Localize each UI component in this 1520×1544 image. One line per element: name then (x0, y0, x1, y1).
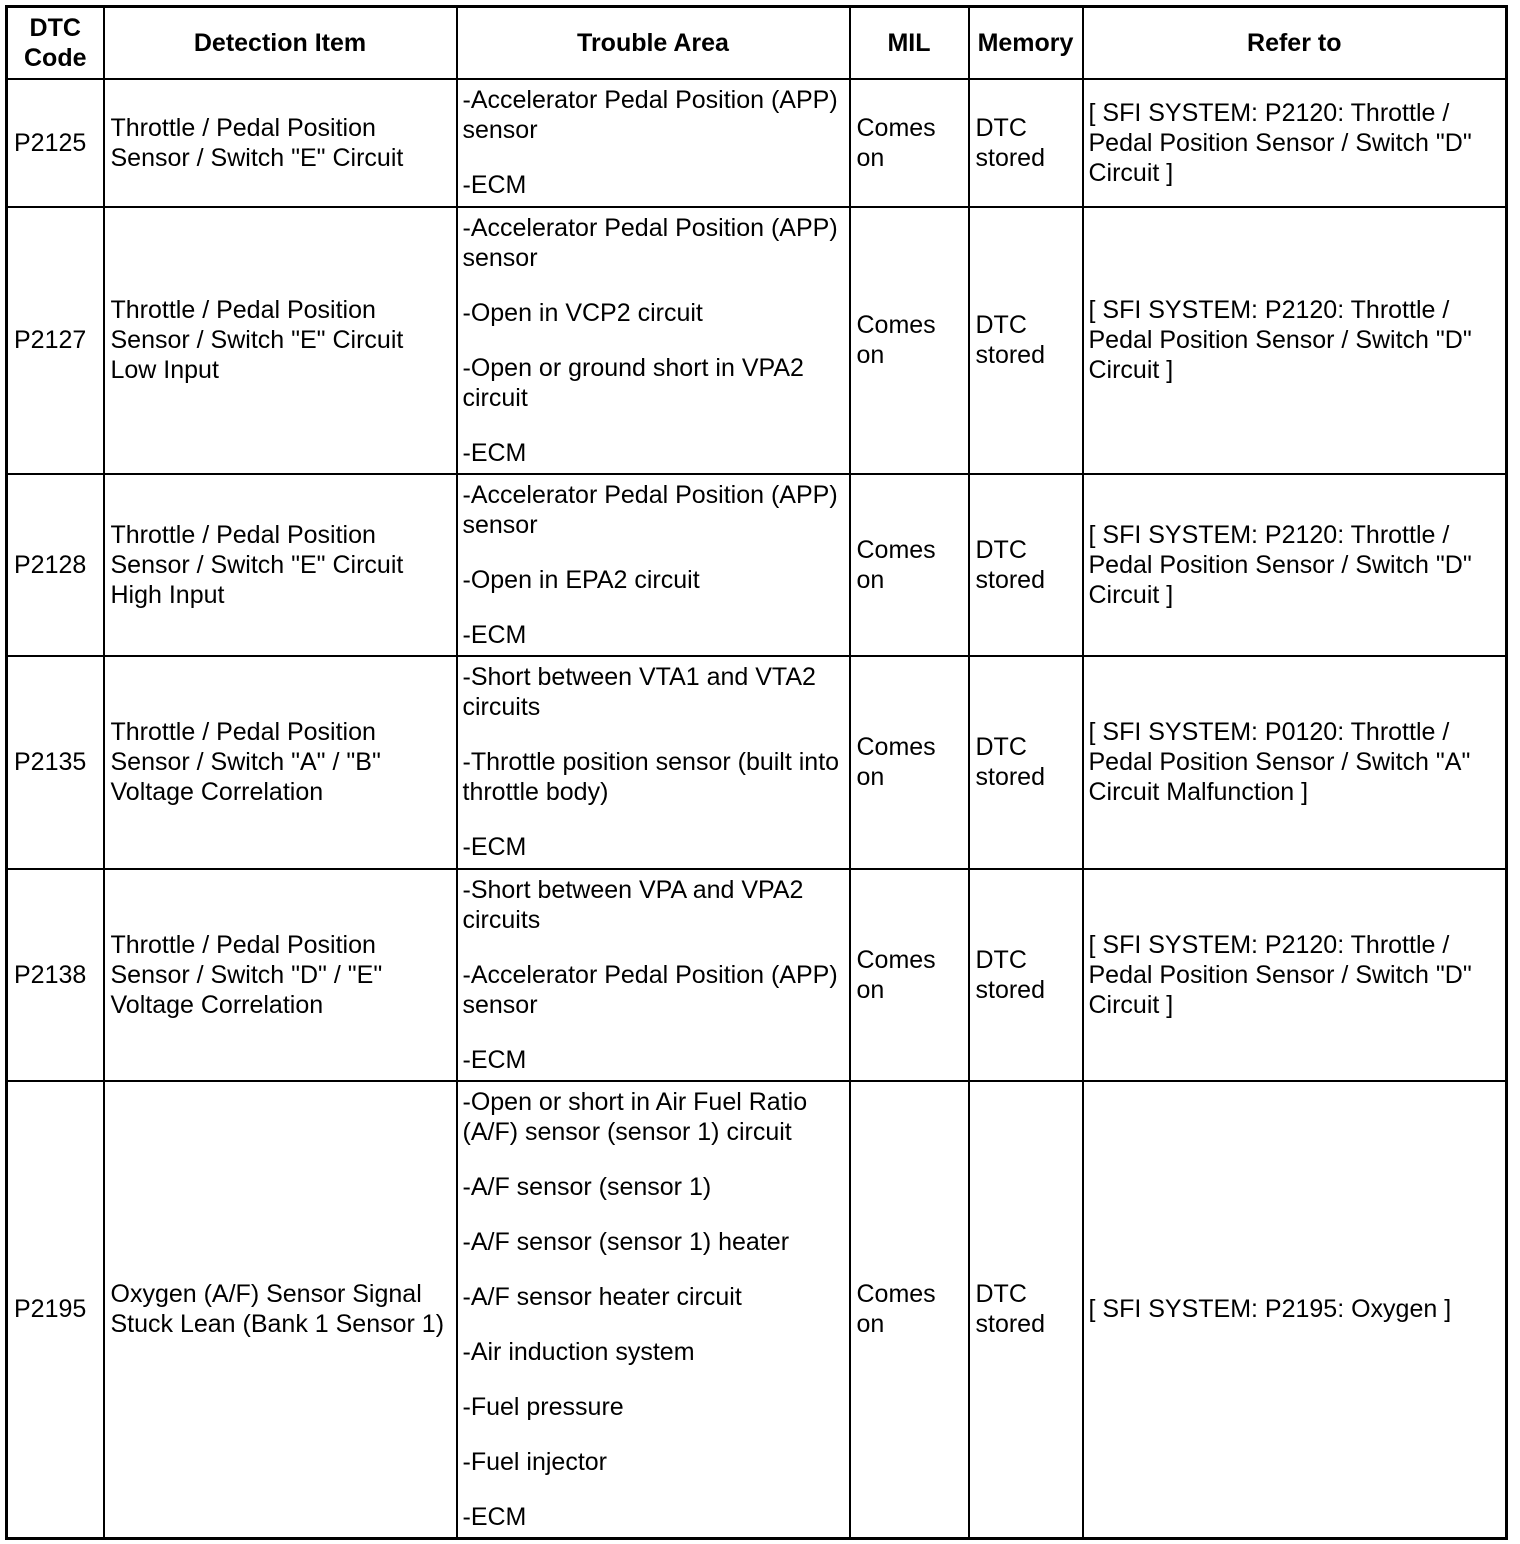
trouble-area-item: -ECM (462, 171, 527, 199)
trouble-area-item: -Open or ground short in VPA2 circuit (462, 353, 804, 412)
mil-status: Comes on (850, 656, 969, 869)
refer-to-cell (1083, 869, 1507, 1081)
dtc-code: P2138 (7, 869, 104, 1081)
trouble-area-item: -Air induction system (462, 1337, 695, 1366)
table-row (7, 79, 1507, 207)
trouble-area-item: -A/F sensor heater circuit (462, 1282, 742, 1311)
trouble-area-item: -Accelerator Pedal Position (APP) sensor (462, 480, 838, 539)
header-trouble-area: Trouble Area (457, 7, 850, 79)
trouble-area-item: -Short between VTA1 and VTA2 circuits (462, 663, 816, 721)
trouble-area (457, 656, 850, 869)
dtc-code: P2125 (7, 79, 104, 207)
trouble-area-item: -ECM (462, 438, 527, 467)
header-mil: MIL (850, 7, 969, 79)
trouble-area-item: -Fuel pressure (462, 1392, 624, 1421)
refer-to-cell (1083, 207, 1507, 474)
trouble-area-item: -ECM (462, 1045, 527, 1074)
trouble-area (457, 79, 850, 207)
trouble-area-item: -Open in VCP2 circuit (462, 298, 703, 327)
header-row (7, 7, 1507, 79)
trouble-area-item: -Accelerator Pedal Position (APP) sensor (462, 213, 838, 272)
trouble-area-item: -Open in EPA2 circuit (462, 565, 700, 594)
detection-item: Throttle / Pedal Position Sensor / Switch "D" / "E" Voltage Correlation (104, 869, 457, 1081)
mil-status: Comes on (850, 1081, 969, 1539)
header-dtc-code: DTC Code (7, 7, 104, 79)
trouble-area-item: -ECM (462, 833, 527, 861)
mil-status: Comes on (850, 474, 969, 656)
table-row (7, 1081, 1507, 1539)
trouble-area-item: -Open or short in Air Fuel Ratio (A/F) sensor (sensor 1) circuit (462, 1087, 808, 1146)
trouble-area-item: -A/F sensor (sensor 1) (462, 1172, 712, 1201)
trouble-area (457, 869, 850, 1081)
mil-status: Comes on (850, 869, 969, 1081)
trouble-area-item: -A/F sensor (sensor 1) heater (462, 1227, 790, 1256)
detection-item: Oxygen (A/F) Sensor Signal Stuck Lean (Bank 1 Sensor 1) (104, 1081, 457, 1539)
header-memory: Memory (969, 7, 1083, 79)
detection-item: Throttle / Pedal Position Sensor / Switch "E" Circuit High Input (104, 474, 457, 656)
mil-status: Comes on (850, 79, 969, 207)
memory-status: DTC stored (969, 656, 1083, 869)
dtc-code: P2135 (7, 656, 104, 869)
dtc-code: P2195 (7, 1081, 104, 1539)
trouble-area-item: -Fuel injector (462, 1447, 607, 1476)
dtc-table (5, 5, 1508, 1540)
refer-link[interactable]: [ SFI SYSTEM: P2120: Throttle / Pedal Position Sensor / Switch "D" Circuit ] (1088, 930, 1472, 1019)
refer-link[interactable]: [ SFI SYSTEM: P2120: Throttle / Pedal Position Sensor / Switch "D" Circuit ] (1088, 296, 1472, 384)
mil-status: Comes on (850, 207, 969, 474)
memory-status: DTC stored (969, 1081, 1083, 1539)
table-row (7, 207, 1507, 474)
refer-link[interactable]: [ SFI SYSTEM: P2120: Throttle / Pedal Position Sensor / Switch "D" Circuit ] (1088, 520, 1472, 609)
trouble-area-item: -ECM (462, 620, 527, 649)
refer-to-cell (1083, 474, 1507, 656)
memory-status: DTC stored (969, 474, 1083, 656)
refer-link[interactable]: [ SFI SYSTEM: P2120: Throttle / Pedal Position Sensor / Switch "D" Circuit ] (1088, 98, 1472, 187)
detection-item: Throttle / Pedal Position Sensor / Switch "E" Circuit (104, 79, 457, 207)
trouble-area-item: -Accelerator Pedal Position (APP) sensor (462, 960, 838, 1019)
refer-link[interactable]: [ SFI SYSTEM: P0120: Throttle / Pedal Position Sensor / Switch "A" Circuit Malfunction ] (1088, 718, 1471, 806)
header-detection-item: Detection Item (104, 7, 457, 79)
detection-item: Throttle / Pedal Position Sensor / Switch "E" Circuit Low Input (104, 207, 457, 474)
table-row (7, 869, 1507, 1081)
refer-to-cell (1083, 79, 1507, 207)
refer-to-cell (1083, 1081, 1507, 1539)
dtc-code: P2127 (7, 207, 104, 474)
refer-to-cell (1083, 656, 1507, 869)
table-row (7, 474, 1507, 656)
trouble-area (457, 474, 850, 656)
memory-status: DTC stored (969, 869, 1083, 1081)
trouble-area-item: -Throttle position sensor (built into throttle body) (462, 748, 840, 806)
refer-link[interactable]: [ SFI SYSTEM: P2195: Oxygen ] (1088, 1295, 1452, 1324)
trouble-area-item: -ECM (462, 1502, 527, 1531)
trouble-area (457, 1081, 850, 1539)
memory-status: DTC stored (969, 207, 1083, 474)
dtc-code: P2128 (7, 474, 104, 656)
trouble-area-item: -Accelerator Pedal Position (APP) sensor (462, 86, 838, 144)
trouble-area-item: -Short between VPA and VPA2 circuits (462, 875, 804, 934)
table-row (7, 656, 1507, 869)
memory-status: DTC stored (969, 79, 1083, 207)
detection-item: Throttle / Pedal Position Sensor / Switch "A" / "B" Voltage Correlation (104, 656, 457, 869)
header-refer-to: Refer to (1083, 7, 1507, 79)
trouble-area (457, 207, 850, 474)
